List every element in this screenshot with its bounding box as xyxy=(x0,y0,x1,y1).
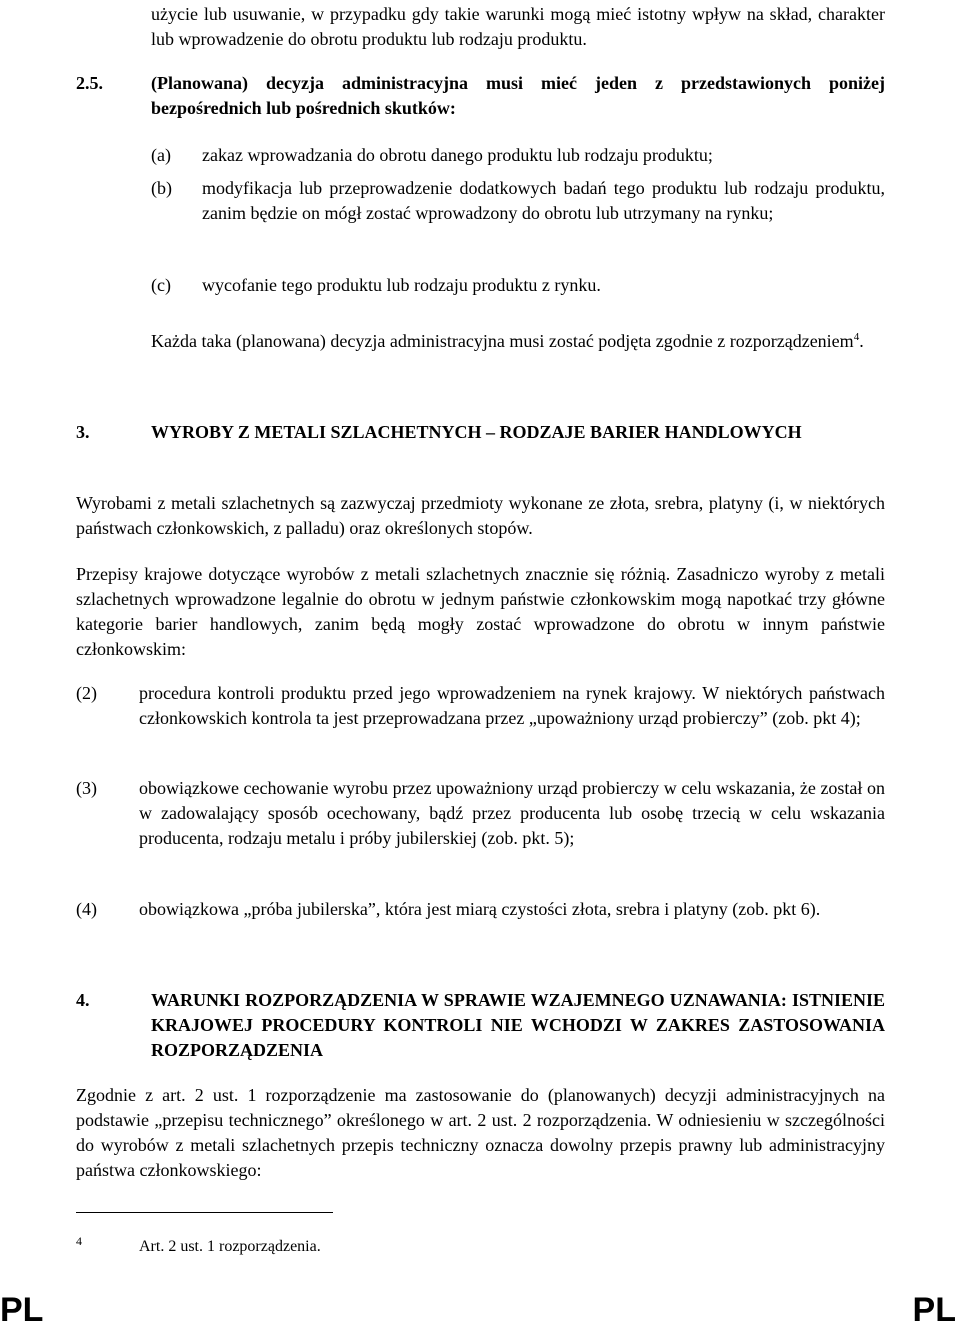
list-item-label: (4) xyxy=(76,899,97,919)
section-4-title: WARUNKI ROZPORZĄDZENIA W SPRAWIE WZAJEMNEGO UZNAWANIA: ISTNIENIE KRAJOWEJ PROCEDURY KONTROLI NIE WCHODZI W ZAKRES ZASTOSOWANIA ROZPORZĄDZENIA xyxy=(151,990,885,1060)
section-3-number: 3. xyxy=(76,422,90,442)
list-item-label: (2) xyxy=(76,683,97,703)
closing-text: Każda taka (planowana) decyzja administracyjna musi zostać podjęta zgodnie z rozporządzeniem xyxy=(151,331,854,351)
list-item-text: obowiązkowa „próba jubilerska”, która jest miarą czystości złota, srebra i platyny (zob. pkt 6). xyxy=(139,899,821,919)
list-item-text: modyfikacja lub przeprowadzenie dodatkowych badań tego produktu lub rodzaju produktu, zanim będzie on mógł zostać wprowadzony do obrotu lub utrzymany na rynku; xyxy=(202,178,885,223)
section-3-paragraph-2: Przepisy krajowe dotyczące wyrobów z metali szlachetnych znacznie się różnią. Zasadniczo wyroby z metali szlachetnych wprowadzone legalnie do obrotu w jednym państwie członkowskim mogą napotkać trzy główne kategorie barier handlowych, zanim będą mogły zostać wprowadzone do obrotu w innym państwie członkowskim: xyxy=(76,564,885,659)
list-item-label: (a) xyxy=(151,145,171,165)
list-item-text: zakaz wprowadzania do obrotu danego produktu lub rodzaju produktu; xyxy=(202,145,713,165)
section-2-5-closing xyxy=(151,329,885,354)
footnote-text: Art. 2 ust. 1 rozporządzenia. xyxy=(139,1238,321,1255)
section-2-5-heading: (Planowana) decyzja administracyjna musi mieć jeden z przedstawionych poniżej bezpośrednich lub pośrednich skutków: xyxy=(151,73,885,118)
footnote-ref: 4 xyxy=(853,331,860,343)
list-item-label: (c) xyxy=(151,275,171,295)
list-item-label: (3) xyxy=(76,778,97,798)
section-2-5-number: 2.5. xyxy=(76,73,103,93)
section-3-title: WYROBY Z METALI SZLACHETNYCH – RODZAJE BARIER HANDLOWYCH xyxy=(151,422,802,442)
list-item-text: wycofanie tego produktu lub rodzaju produktu z rynku. xyxy=(202,275,601,295)
section-4-number: 4. xyxy=(76,990,90,1010)
section-2-4-tail: użycie lub usuwanie, w przypadku gdy takie warunki mogą mieć istotny wpływ na skład, charakter lub wprowadzenie do obrotu produktu lub rodzaju produktu. xyxy=(151,4,885,49)
footer-language-left: PL xyxy=(0,1291,44,1329)
list-item-label: (b) xyxy=(151,178,172,198)
section-4-paragraph: Zgodnie z art. 2 ust. 1 rozporządzenie ma zastosowanie do (planowanych) decyzji administracyjnych na podstawie „przepisu technicznego” określonego w art. 2 ust. 2 rozporządzenia. W odniesieniu w szczególności do wyrobów z metali szlachetnych przepis techniczny oznacza dowolny przepis prawny lub administracyjny państwa członkowskiego: xyxy=(76,1085,885,1180)
section-3-paragraph-1: Wyrobami z metali szlachetnych są zazwyczaj przedmioty wykonane ze złota, srebra, platyny (i, w niektórych państwach członkowskich, z palladu) oraz określonych stopów. xyxy=(76,493,885,538)
footer-language-right: PL xyxy=(912,1291,956,1329)
footnote-divider xyxy=(76,1212,333,1213)
list-item-text: obowiązkowe cechowanie wyrobu przez upoważniony urząd probierczy w celu wskazania, że został on w zadowalający sposób ocechowany, bądź przez producenta lub osobę trzecią w celu wskazania producenta, rodzaju metalu i próby jubilerskiej (zob. pkt. 5); xyxy=(139,778,885,848)
list-item-text: procedura kontroli produktu przed jego wprowadzeniem na rynek krajowy. W niektórych państwach członkowskich kontrola ta jest przeprowadzana przez „upoważniony urząd probierczy” (zob. pkt 4); xyxy=(139,683,885,728)
footnote-number: 4 xyxy=(76,1234,82,1248)
closing-end: . xyxy=(859,331,864,351)
